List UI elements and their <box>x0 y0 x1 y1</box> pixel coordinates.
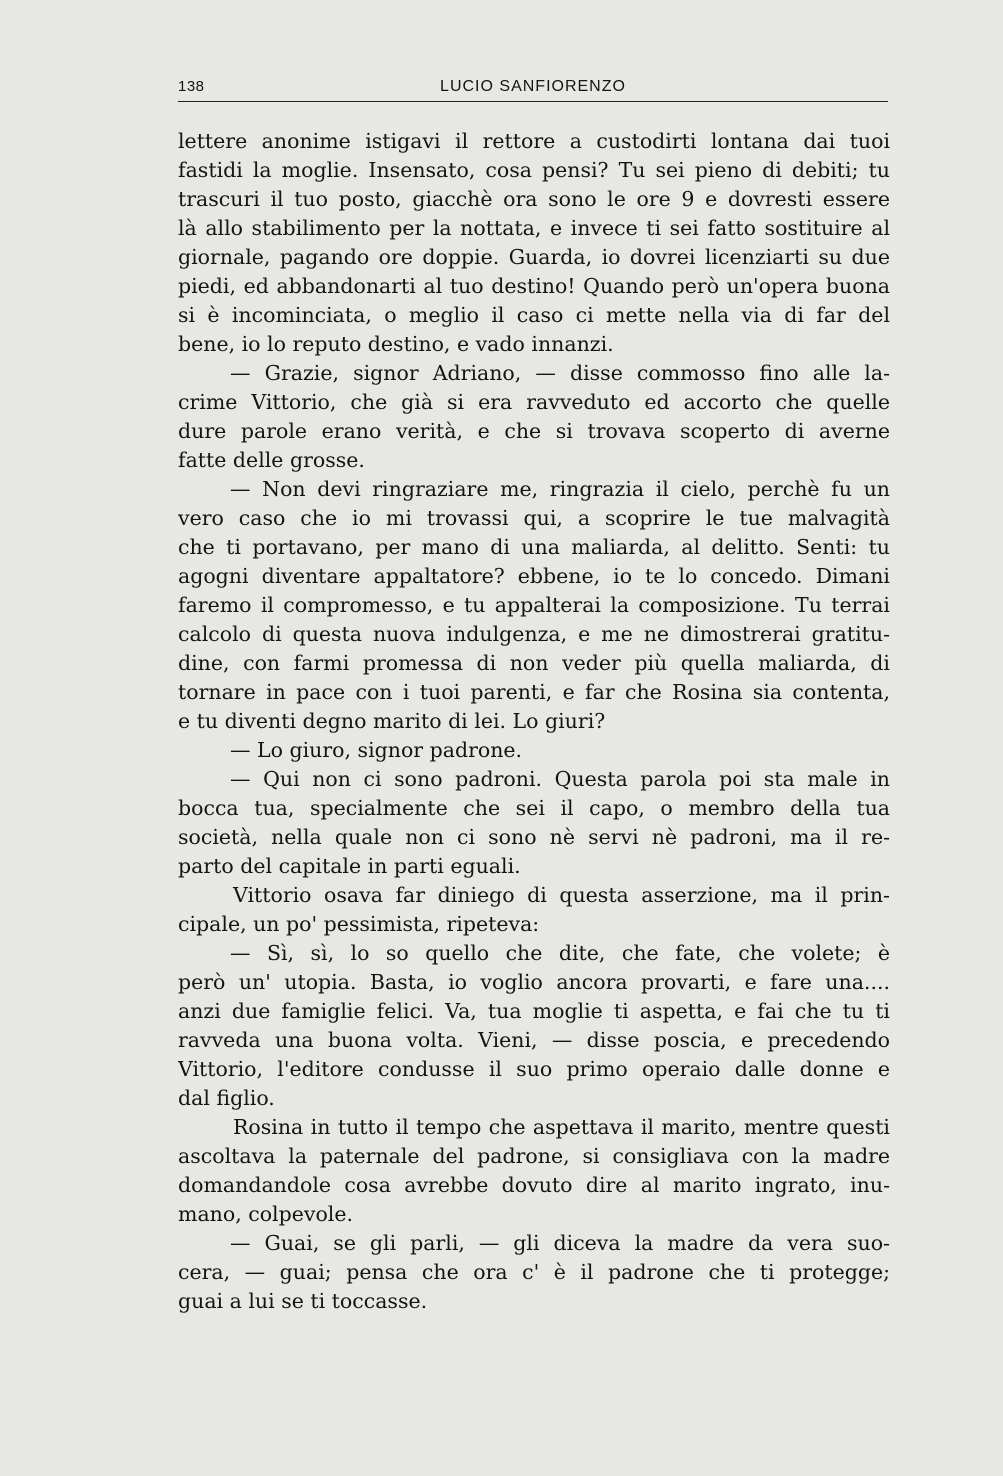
body-text <box>178 127 890 1316</box>
text-line: anzi due famiglie felici. Va, tua moglie ti aspetta, e fai che tu ti <box>178 999 890 1023</box>
text-line: lettere anonime istigavi il rettore a custodirti lontana dai tuoi <box>178 129 890 153</box>
text-line: fastidi la moglie. Insensato, cosa pensi? Tu sei pieno di debiti; tu <box>178 158 890 182</box>
text-line: calcolo di questa nuova indulgenza, e me ne dimostrerai gratitu- <box>178 622 890 646</box>
text-line: che ti portavano, per mano di una maliarda, al delitto. Senti: tu <box>178 535 890 559</box>
text-line: faremo il compromesso, e tu appalterai la composizione. Tu terrai <box>178 593 890 617</box>
text-line: ravveda una buona volta. Vieni, — disse poscia, e precedendo <box>178 1028 890 1052</box>
text-line: però un' utopia. Basta, io voglio ancora provarti, e fare una.... <box>178 970 890 994</box>
text-line: domandandole cosa avrebbe dovuto dire al marito ingrato, inu- <box>178 1173 890 1197</box>
text-line: mano, colpevole. <box>178 1202 354 1226</box>
text-line: — Non devi ringraziare me, ringrazia il cielo, perchè fu un <box>230 477 890 501</box>
page-footer <box>178 1356 890 1386</box>
text-line: e tu diventi degno marito di lei. Lo giuri? <box>178 709 606 733</box>
text-line: dal figlio. <box>178 1086 275 1110</box>
text-line: vero caso che io mi trovassi qui, a scoprire le tue malvagità <box>178 506 890 530</box>
text-line: società, nella quale non ci sono nè servi nè padroni, ma il re- <box>178 825 890 849</box>
text-line: giornale, pagando ore doppie. Guarda, io dovrei licenziarti su due <box>178 245 890 269</box>
text-line: — Qui non ci sono padroni. Questa parola poi sta male in <box>230 767 890 791</box>
text-line: là allo stabilimento per la nottata, e invece ti sei fatto sostituire al <box>178 216 890 240</box>
text-line: — Lo giuro, signor padrone. <box>230 738 523 762</box>
text-line: cipale, un po' pessimista, ripeteva: <box>178 912 540 936</box>
text-line: Rosina in tutto il tempo che aspettava il marito, mentre questi <box>233 1115 890 1139</box>
text-line: Vittorio, l'editore condusse il suo primo operaio dalle donne e <box>178 1057 890 1081</box>
page-header <box>178 76 888 102</box>
text-line: guai a lui se ti toccasse. <box>178 1289 428 1313</box>
text-line: tornare in pace con i tuoi parenti, e far che Rosina sia contenta, <box>178 680 890 704</box>
text-line: cera, — guai; pensa che ora c' è il padrone che ti protegge; <box>178 1260 890 1284</box>
text-line: Vittorio osava far diniego di questa asserzione, ma il prin- <box>233 883 890 907</box>
running-title: LUCIO SANFIORENZO <box>440 78 626 95</box>
text-line: crime Vittorio, che già si era ravveduto ed accorto che quelle <box>178 390 890 414</box>
text-line: ascoltava la paternale del padrone, si consigliava con la madre <box>178 1144 890 1168</box>
page-number: 138 <box>178 78 205 95</box>
text-line: bene, io lo reputo destino, e vado innanzi. <box>178 332 614 356</box>
header-rule <box>178 101 888 102</box>
text-line: — Guai, se gli parli, — gli diceva la madre da vera suo- <box>230 1231 890 1255</box>
text-line: piedi, ed abbandonarti al tuo destino! Quando però un'opera buona <box>178 274 890 298</box>
text-line: bocca tua, specialmente che sei il capo, o membro della tua <box>178 796 890 820</box>
text-line: si è incominciata, o meglio il caso ci mette nella via di far del <box>178 303 890 327</box>
text-line: agogni diventare appaltatore? ebbene, io te lo concedo. Dimani <box>178 564 890 588</box>
text-line: fatte delle grosse. <box>178 448 365 472</box>
text-line: dine, con farmi promessa di non veder più quella maliarda, di <box>178 651 890 675</box>
text-line: parto del capitale in parti eguali. <box>178 854 521 878</box>
text-line: — Sì, sì, lo so quello che dite, che fate, che volete; è <box>230 941 890 965</box>
text-line: trascuri il tuo posto, giacchè ora sono le ore 9 e dovresti essere <box>178 187 890 211</box>
text-line: — Grazie, signor Adriano, — disse commosso fino alle la- <box>230 361 890 385</box>
text-line: dure parole erano verità, e che si trovava scoperto di averne <box>178 419 890 443</box>
